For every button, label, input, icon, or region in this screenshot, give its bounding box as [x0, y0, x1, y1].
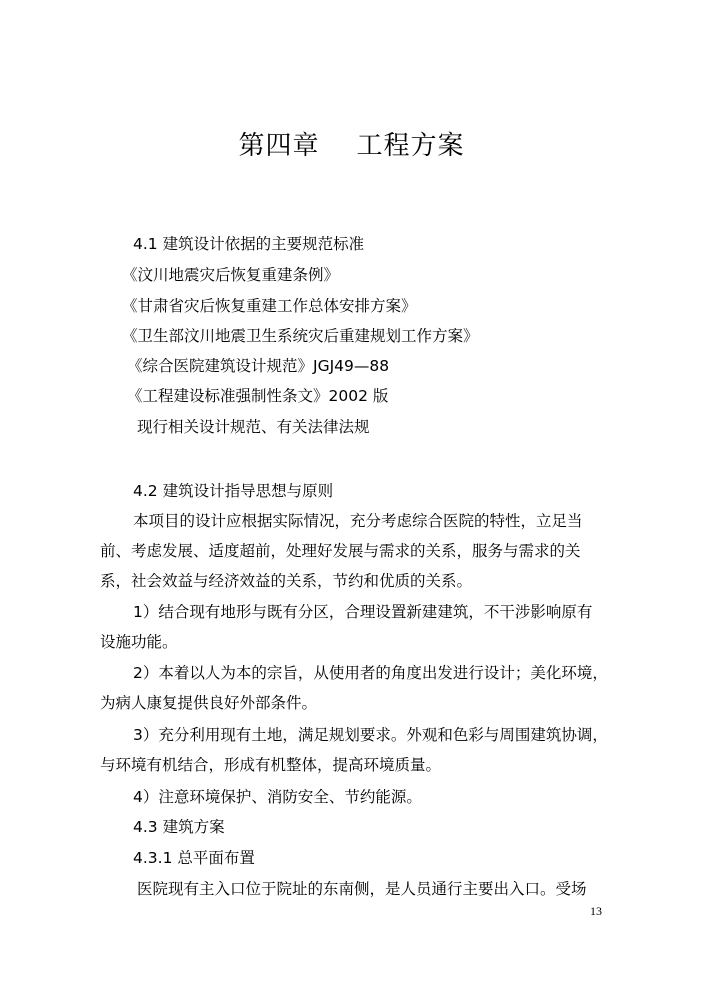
- section-heading-4-1: 4.1 建筑设计依据的主要规范标准: [133, 235, 365, 253]
- page-number: 13: [590, 904, 602, 918]
- principle-item: 4）注意环境保护、消防安全、节约能源。: [133, 788, 422, 806]
- principle-item: 1）结合现有地形与既有分区，合理设置新建建筑，不干涉影响原有: [133, 603, 593, 621]
- principle-item: 设施功能。: [100, 633, 178, 651]
- paragraph-line: 医院现有主入口位于院址的东南侧，是人员通行主要出入口。受场: [137, 880, 587, 898]
- principle-item: 2）本着以人为本的宗旨，从使用者的角度出发进行设计；美化环境，: [133, 664, 608, 682]
- chapter-title: 第四章 工程方案: [238, 131, 465, 161]
- section-heading-4-3: 4.3 建筑方案: [133, 818, 225, 836]
- paragraph-line: 前、考虑发展、适度超前，处理好发展与需求的关系，服务与需求的关: [100, 542, 581, 560]
- reference-item: 《甘肃省灾后恢复重建工作总体安排方案》: [122, 297, 417, 315]
- reference-item: 《工程建设标准强制性条文》2002 版: [127, 387, 389, 405]
- reference-item: 现行相关设计规范、有关法律法规: [137, 418, 370, 436]
- principle-item: 为病人康复提供良好外部条件。: [100, 694, 318, 712]
- principle-item: 与环境有机结合，形成有机整体，提高环境质量。: [100, 756, 442, 774]
- reference-item: 《卫生部汶川地震卫生系统灾后重建规划工作方案》: [122, 327, 479, 345]
- subsection-heading-4-3-1: 4.3.1 总平面布置: [133, 849, 255, 867]
- principle-item: 3）充分利用现有土地，满足规划要求。外观和色彩与周围建筑协调，: [133, 726, 608, 744]
- section-heading-4-2: 4.2 建筑设计指导思想与原则: [133, 482, 334, 500]
- reference-item: 《综合医院建筑设计规范》JGJ49—88: [127, 357, 390, 375]
- paragraph-line: 本项目的设计应根据实际情况，充分考虑综合医院的特性，立足当: [133, 512, 583, 530]
- paragraph-line: 系，社会效益与经济效益的关系，节约和优质的关系。: [100, 572, 473, 590]
- reference-item: 《汶川地震灾后恢复重建条例》: [122, 266, 340, 284]
